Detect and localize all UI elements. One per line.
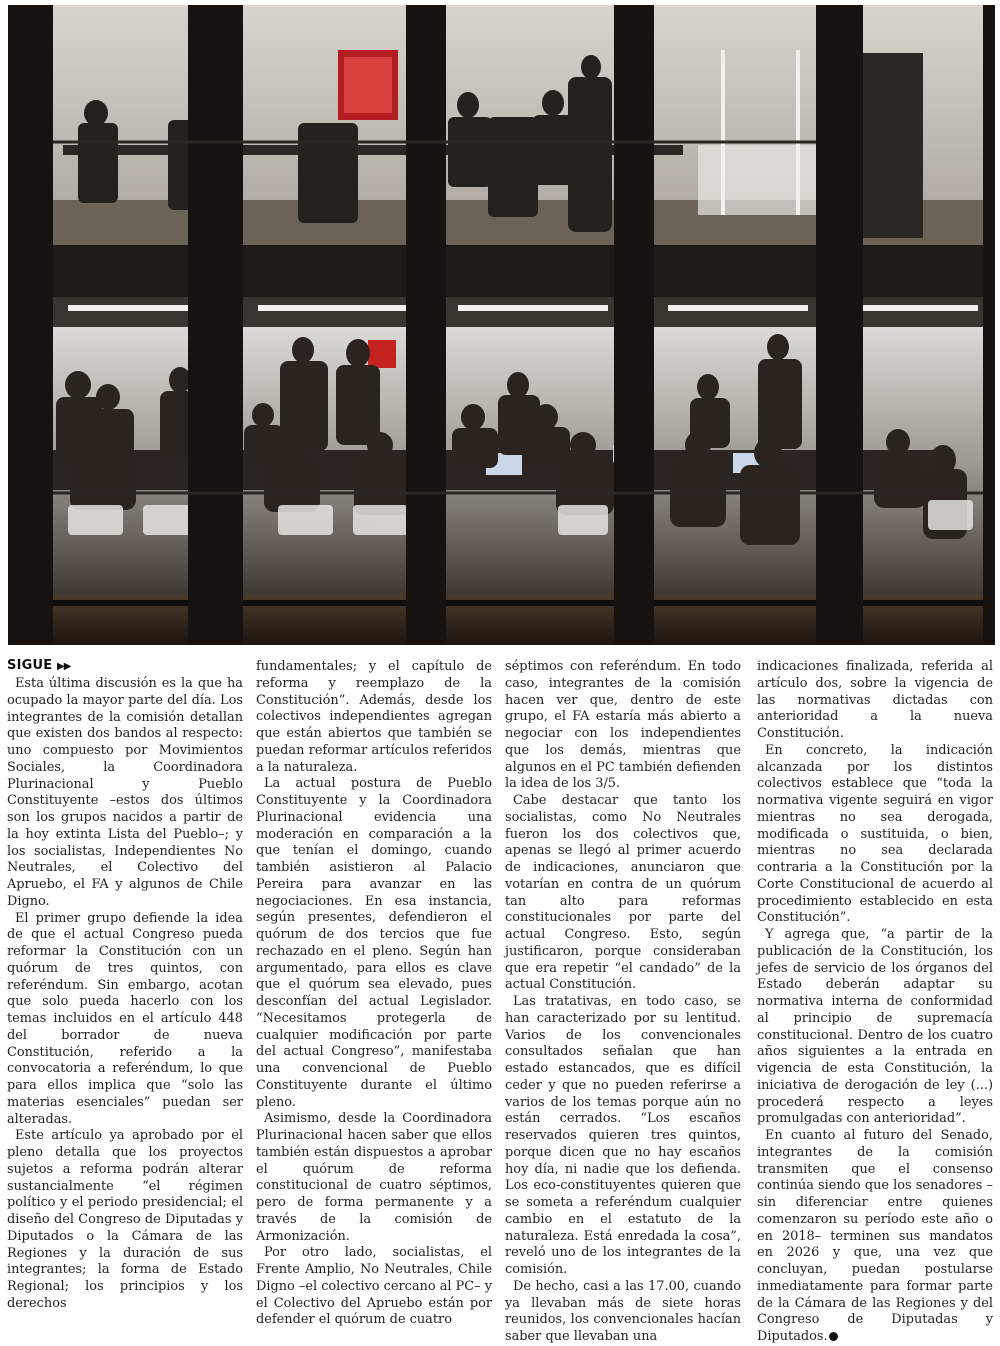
newsroom-night-photo-icon — [8, 5, 995, 645]
paragraph: Y agrega que, “a partir de la publicación de la Constitución, los jefes de servicio de los órganos del Estado deberán adaptar su normativa interna de conformidad al principio de supremacía constitucional. Dentro de los cuatro años siguientes a la entrada en vigencia de esta Constitución, la iniciativa de derogación de ley (...) procederá respecto a leyes promulgadas con anterioridad”. — [757, 927, 993, 1127]
paragraph: Asimismo, desde la Coordinadora Plurinacional hacen saber que ellos también están dispuestos a aprobar el quórum de reforma constitucional de cuatro séptimos, pero de forma permanente y a través de la comisión de Armonización. — [256, 1111, 492, 1244]
paragraph: séptimos con referéndum. En todo caso, integrantes de la comisión hacen ver que, dentro de este grupo, el FA estaría más abierto a negociar con los independientes que los demás, mientras que algunos en el PC también defienden la idea de los 3/5. — [505, 659, 741, 792]
double-arrow-icon: ▶▶ — [57, 661, 71, 672]
continued-kicker — [7, 658, 70, 673]
paragraph: Por otro lado, socialistas, el Frente Amplio, No Neutrales, Chile Digno –el colectivo cercano al PC– y el Colectivo del Apruebo están por defender el quórum de cuatro — [256, 1245, 492, 1328]
paragraph: Las tratativas, en todo caso, se han caracterizado por su lentitud. Varios de los convencionales consultados señalan que han estado estancados, que es difícil ceder y que no pueden referirse a varios de los temas porque aún no están cerrados. “Los escaños reservados quieren tres quintos, porque dicen que no hay escaños hoy día, ni nadie que los defienda. Los eco-constituyentes quieren que se someta a referéndum cualquier cambio en el estatuto de la naturaleza. Está enredada la cosa”, reveló uno de los integrantes de la comisión. — [505, 994, 741, 1277]
end-of-article-icon — [829, 1332, 838, 1341]
paragraph-last-text: En cuanto al futuro del Senado, integrantes de la comisión transmiten que el consenso continúa siendo que los senadores –sin diferenciar entre quienes comenzaron su período este año o en 2018– terminen sus mandatos en 2026 y que, una vez que concluyan, puedan postularse inmediatamente para formar parte de la Cámara de las Regiones y del Congreso de Diputadas y Diputados. — [757, 1128, 993, 1344]
kicker-label: SIGUE — [7, 658, 53, 673]
text-column-1 — [7, 676, 243, 1313]
paragraph: fundamentales; y el capítulo de reforma y reemplazo de la Constitución”. Además, desde los colectivos independientes agregan que están abiertos que también se puedan reformar artículos referidos a la naturaleza. — [256, 659, 492, 775]
paragraph: El primer grupo defiende la idea de que el actual Congreso pueda reformar la Constitución con un quórum de tres quintos, con referéndum. Sin embargo, acotan que solo pueda hacerlo con los temas incluidos en el artículo 448 del borrador de nueva Constitución, referido a la convocatoria a referéndum, lo que para ellos implica que “solo las materias esenciales” puedan ser alteradas. — [7, 910, 243, 1127]
paragraph: En concreto, la indicación alcanzada por los distintos colectivos establece que “toda la normativa vigente seguirá en vigor mientras no sea derogada, modificada o sustituida, o bien, mientras no sea declarada contraria a la Constitución por la Corte Constitucional de acuerdo al procedimiento establecido en esta Constitución”. — [757, 742, 993, 926]
paragraph: Cabe destacar que tanto los socialistas, como No Neutrales fueron los dos colectivos que, apenas se llegó al primer acuerdo de indicaciones, anunciaron que votarían en contra de un quórum tan alto para reformas constitucionales por parte del actual Congreso. Esto, según justificaron, porque consideraban que era repetir “el candado” de la actual Constitución. — [505, 793, 741, 993]
paragraph: Esta última discusión es la que ha ocupado la mayor parte del día. Los integrantes de la comisión detallan que existen dos bandos al respecto: uno compuesto por Movimientos Sociales, la Coordinadora Plurinacional y Pueblo Constituyente –estos dos últimos son los grupos nacidos a partir de la hoy extinta Lista del Pueblo–; y los socialistas, Independientes No Neutrales, el Colectivo del Apruebo, el FA y algunos de Chile Digno. — [7, 676, 243, 909]
paragraph: Este artículo ya aprobado por el pleno detalla que los proyectos sujetos a reforma podrán alterar sustancialmente “el régimen político y el periodo presidencial; el diseño del Congreso de Diputadas y Diputados o la Cámara de las Regiones y la duración de sus integrantes; la forma de Estado Regional; los principios y los derechos — [7, 1128, 243, 1311]
text-column-2 — [256, 659, 492, 1329]
paragraph: De hecho, casi a las 17.00, cuando ya llevaban más de siete horas reunidos, los convencionales hacían saber que llevaban una — [505, 1278, 741, 1344]
paragraph-last — [757, 1128, 993, 1346]
news-photo — [8, 5, 995, 645]
text-column-3 — [505, 659, 741, 1346]
paragraph: La actual postura de Pueblo Constituyente y la Coordinadora Plurinacional evidencia una moderación en comparación a la que tenían el domingo, cuando también asistieron al Palacio Pereira para avanzar en las negociaciones. En esa instancia, según presentes, defendieron el quórum de dos tercios que fue rechazado en el pleno. Según han argumentado, para ellos es clave que el quórum sea elevado, pues desconfían del actual Legislador. “Necesitamos protegerla de cualquier modificación por parte del actual Congreso”, manifestaba una convencional de Pueblo Constituyente durante el último pleno. — [256, 776, 492, 1110]
text-column-4 — [757, 659, 993, 1346]
paragraph: indicaciones finalizada, referida al artículo dos, sobre la vigencia de las normativas dictadas con anterioridad a la nueva Constitución. — [757, 659, 993, 741]
